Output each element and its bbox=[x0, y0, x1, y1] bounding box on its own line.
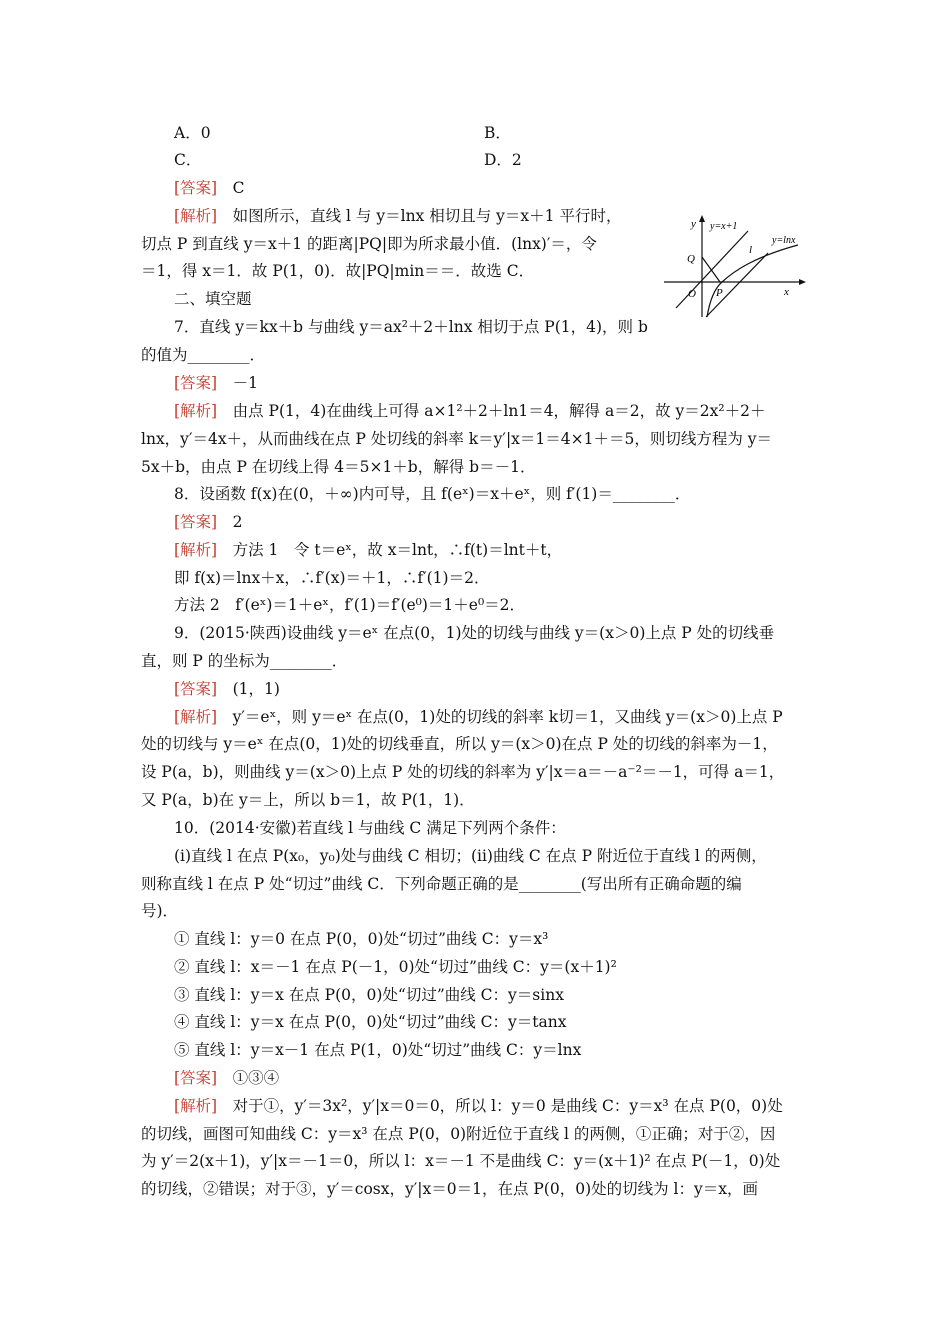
analysis-6-line-3: ＝1，得 x＝1．故 P(1，0)．故|PQ|min＝＝．故选 C． bbox=[141, 262, 535, 280]
analysis-8-line-2: 即 f(x)＝lnx＋x，∴f′(x)＝＋1，∴f′(1)＝2． bbox=[174, 569, 490, 587]
question-7-line-2: 的值为________． bbox=[141, 346, 266, 364]
choice-c: C． bbox=[174, 151, 202, 169]
analysis-9-line-3: 设 P(a，b)，则曲线 y＝(x＞0)上点 P 处的切线的斜率为 y′|x＝a＝－a⁻²＝－1，可得 a＝1， bbox=[141, 763, 785, 781]
section-heading: 二、填空题 bbox=[174, 290, 252, 308]
analysis-9-line-1: [解析] y′＝eˣ，则 y＝eˣ 在点(0，1)处的切线的斜率 k切＝1，又曲线 y＝(x＞0)上点 P bbox=[174, 708, 783, 726]
analysis-10-line-4: 的切线，②错误；对于③，y′＝cosx，y′|x＝0＝1，在点 P(0，0)处的切线为 l：y＝x，画 bbox=[141, 1180, 759, 1198]
proposition-3: ③ 直线 l：y＝x 在点 P(0，0)处“切过”曲线 C：y＝sinx bbox=[174, 986, 564, 1004]
question-7-line-1: 7．直线 y＝kx＋b 与曲线 y＝ax²＋2＋lnx 相切于点 P(1，4)，则 b bbox=[174, 318, 648, 336]
question-10-line-3: 则称直线 l 在点 P 处“切过”曲线 C．下列命题正确的是________(写出所有正确命题的编 bbox=[141, 875, 742, 893]
choice-d: D．2 bbox=[484, 151, 522, 169]
analysis-9-line-4: 又 P(a，b)在 y＝上，所以 b＝1，故 P(1，1)． bbox=[141, 791, 475, 809]
analysis-9-line-2: 处的切线与 y＝eˣ 在点(0，1)处的切线垂直，所以 y＝(x＞0)在点 P 处的切线的斜率为－1， bbox=[141, 735, 778, 753]
answer-10: [答案] ①③④ bbox=[174, 1069, 280, 1087]
segment-pq bbox=[702, 257, 720, 282]
question-10-line-1: 10．(2014·安徽)若直线 l 与曲线 C 满足下列两个条件： bbox=[174, 819, 566, 837]
analysis-tag: [解析] bbox=[174, 402, 218, 420]
question-8: 8．设函数 f(x)在(0，＋∞)内可导，且 f(eˣ)＝x＋eˣ，则 f′(1)＝________． bbox=[174, 485, 691, 503]
proposition-5: ⑤ 直线 l：y＝x－1 在点 P(1，0)处“切过”曲线 C：y＝lnx bbox=[174, 1041, 582, 1059]
question-10-line-4: 号)． bbox=[141, 902, 179, 920]
answer-tag: [答案] bbox=[174, 374, 218, 392]
x-axis-arrow bbox=[799, 279, 806, 285]
analysis-7-line-1: [解析] 由点 P(1，4)在曲线上可得 a×1²＋2＋ln1＝4，解得 a＝2，故 y＝2x²＋2＋ bbox=[174, 402, 766, 420]
tangent-figure bbox=[658, 213, 808, 319]
analysis-7-line-3: 5x＋b，由点 P 在切线上得 4＝5×1＋b，解得 b＝－1． bbox=[141, 458, 536, 476]
origin-label: O bbox=[688, 288, 696, 300]
answer-tag: [答案] bbox=[174, 1069, 218, 1087]
choice-b: B． bbox=[484, 124, 511, 142]
analysis-tag: [解析] bbox=[174, 541, 218, 559]
answer-8: [答案] 2 bbox=[174, 513, 243, 531]
p-label: P bbox=[716, 287, 723, 299]
analysis-8-line-3: 方法 2 f′(eˣ)＝1＋eˣ，f′(1)＝f′(e⁰)＝1＋e⁰＝2． bbox=[174, 596, 526, 614]
tangent-label: l bbox=[749, 244, 753, 256]
x-axis-label: x bbox=[784, 286, 789, 298]
curve-lnx bbox=[707, 245, 798, 317]
y-axis-label: y bbox=[691, 218, 696, 230]
analysis-10-line-3: 为 y′＝2(x＋1)，y′|x＝－1＝0，所以 l：x＝－1 不是曲线 C：y＝(x＋1)² 在点 P(－1，0)处 bbox=[141, 1152, 781, 1170]
analysis-6-line-1: [解析] 如图所示，直线 l 与 y＝lnx 相切且与 y＝x＋1 平行时， bbox=[174, 207, 622, 225]
answer-tag: [答案] bbox=[174, 680, 218, 698]
answer-tag: [答案] bbox=[174, 179, 218, 197]
answer-9: [答案] (1，1) bbox=[174, 680, 280, 698]
tangent-line-l bbox=[706, 253, 768, 317]
analysis-tag: [解析] bbox=[174, 708, 218, 726]
answer-7: [答案] －1 bbox=[174, 374, 258, 392]
line-label: y=x+1 bbox=[710, 221, 738, 232]
choice-a: A．0 bbox=[174, 124, 211, 142]
proposition-4: ④ 直线 l：y＝x 在点 P(0，0)处“切过”曲线 C：y＝tanx bbox=[174, 1013, 567, 1031]
q-label: Q bbox=[687, 253, 695, 265]
question-9-line-1: 9．(2015·陕西)设曲线 y＝eˣ 在点(0，1)处的切线与曲线 y＝(x＞0)上点 P 处的切线垂 bbox=[174, 624, 775, 642]
analysis-10-line-1: [解析] 对于①，y′＝3x²，y′|x＝0＝0，所以 l：y＝0 是曲线 C：y＝x³ 在点 P(0，0)处 bbox=[174, 1097, 783, 1115]
curve-label: y=lnx bbox=[772, 235, 796, 246]
answer-tag: [答案] bbox=[174, 513, 218, 531]
proposition-1: ① 直线 l：y＝0 在点 P(0，0)处“切过”曲线 C：y＝x³ bbox=[174, 930, 549, 948]
answer-6: [答案] C bbox=[174, 179, 245, 197]
analysis-8-line-1: [解析] 方法 1 令 t＝eˣ，故 x＝lnt，∴f(t)＝lnt＋t， bbox=[174, 541, 563, 559]
analysis-tag: [解析] bbox=[174, 1097, 218, 1115]
analysis-tag: [解析] bbox=[174, 207, 218, 225]
question-10-line-2: (ⅰ)直线 l 在点 P(x₀，y₀)处与曲线 C 相切；(ⅱ)曲线 C 在点 P 附近位于直线 l 的两侧， bbox=[174, 847, 767, 865]
analysis-6-line-2: 切点 P 到直线 y＝x＋1 的距离|PQ|即为所求最小值．(lnx)′＝，令 bbox=[141, 235, 597, 253]
question-9-line-2: 直，则 P 的坐标为________． bbox=[141, 652, 348, 670]
analysis-7-line-2: lnx，y′＝4x＋，从而曲线在点 P 处切线的斜率 k＝y′|x＝1＝4×1＋＝5，则切线方程为 y＝ bbox=[141, 430, 773, 448]
y-axis-arrow bbox=[699, 215, 705, 222]
proposition-2: ② 直线 l：x＝－1 在点 P(－1，0)处“切过”曲线 C：y＝(x＋1)² bbox=[174, 958, 617, 976]
analysis-10-line-2: 的切线，画图可知曲线 C：y＝x³ 在点 P(0，0)附近位于直线 l 的两侧，①正确；对于②，因 bbox=[141, 1125, 776, 1143]
